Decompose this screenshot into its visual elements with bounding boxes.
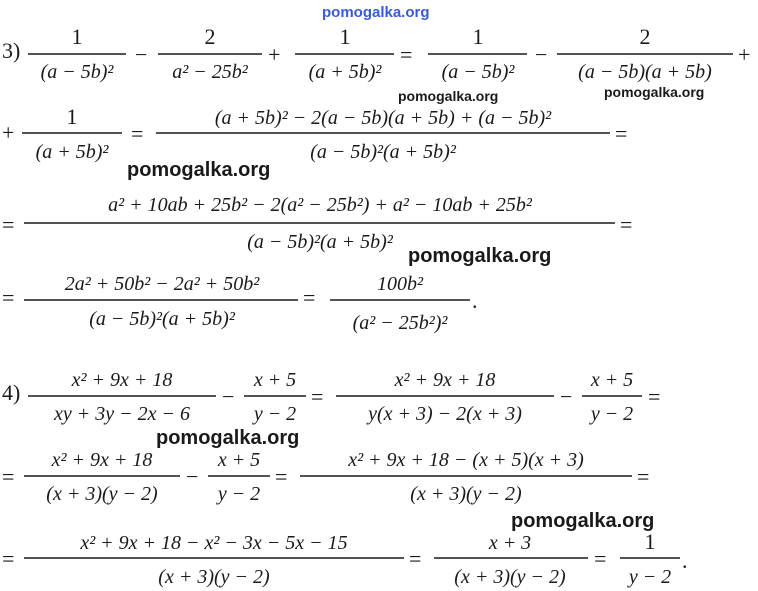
p4-l2-fraction-2: [208, 449, 270, 505]
p4-l2-f3-denominator: (x + 3)(y − 2): [410, 483, 522, 505]
p3-l4-fraction-1: [24, 273, 298, 330]
p4-l2-f1-numerator: x² + 9x + 18: [51, 449, 153, 471]
p4-l1-f1-denominator: xy + 3y − 2x − 6: [54, 403, 190, 425]
operator: −: [560, 384, 573, 409]
p4-l3-f1-numerator: x² + 9x + 18 − x² − 3x − 5x − 15: [80, 532, 348, 554]
p3-l4-f2-numerator: 100b²: [377, 273, 423, 295]
p3-l1-f4-numerator: 1: [472, 24, 484, 49]
p4-l1-f3-numerator: x² + 9x + 18: [394, 369, 496, 391]
p4-l2-f2-numerator: x + 5: [217, 449, 261, 471]
p4-l1-fraction-2: [244, 369, 306, 425]
p3-l4-f1-numerator: 2a² + 50b² − 2a² + 50b²: [64, 273, 260, 295]
p4-l2-f3-numerator: x² + 9x + 18 − (x + 5)(x + 3): [348, 449, 584, 471]
operator: −: [222, 384, 235, 409]
equals-sign: =: [409, 546, 422, 571]
equals-sign: =: [648, 384, 661, 409]
operator: +: [2, 120, 15, 145]
equals-sign: =: [2, 464, 15, 489]
p3-l2-fraction-2: [156, 107, 610, 163]
equals-sign: =: [594, 546, 607, 571]
problem-3-label: 3): [2, 38, 21, 63]
operator: −: [135, 42, 148, 67]
p4-l3-fraction-3: [620, 529, 680, 588]
watermark: pomogalka.org: [604, 84, 705, 100]
p4-l1-f2-denominator: y − 2: [253, 403, 297, 425]
p4-l3-f3-denominator: y − 2: [628, 566, 672, 588]
equals-sign: =: [2, 546, 15, 571]
p4-l3-fraction-2: [434, 532, 588, 588]
p3-l3-numerator: a² + 10ab + 25b² − 2(a² − 25b²) + a² − 10ab + 25b²: [108, 194, 532, 216]
equals-sign: =: [2, 212, 15, 237]
period: .: [472, 288, 478, 313]
operator: +: [268, 42, 281, 67]
operator: −: [535, 42, 548, 67]
equals-sign: =: [2, 285, 15, 310]
watermark: pomogalka.org: [127, 159, 271, 181]
p3-l1-f3-numerator: 1: [339, 24, 351, 49]
p4-l3-f1-denominator: (x + 3)(y − 2): [158, 566, 270, 588]
equals-sign: =: [303, 285, 316, 310]
p4-l2-fraction-3: [300, 449, 632, 505]
watermark: pomogalka.org: [408, 245, 552, 267]
p3-l1-f2-numerator: 2: [204, 24, 216, 49]
p4-l2-fraction-1: [24, 449, 180, 505]
p3-l1-f3-denominator: (a + 5b)²: [308, 61, 382, 83]
p3-l3-denominator: (a − 5b)²(a + 5b)²: [247, 231, 393, 253]
equals-sign: =: [275, 464, 288, 489]
operator: +: [738, 42, 751, 67]
p3-l4-fraction-2: [330, 273, 470, 334]
p4-l2-f2-denominator: y − 2: [217, 483, 261, 505]
watermark: pomogalka.org: [398, 88, 499, 104]
p4-l1-fraction-4: [582, 369, 642, 425]
equals-sign: =: [620, 212, 633, 237]
p3-l1-f4-denominator: (a − 5b)²: [441, 61, 515, 83]
p4-l1-f1-numerator: x² + 9x + 18: [71, 369, 173, 391]
p3-l4-f2-denominator: (a² − 25b²)²: [352, 312, 448, 334]
p3-l1-fraction-3: [295, 24, 394, 83]
p3-l2-f1-numerator: 1: [66, 104, 78, 129]
problem-4-label: 4): [2, 380, 21, 405]
p3-l1-f2-denominator: a² − 25b²: [172, 61, 248, 83]
watermark: pomogalka.org: [156, 427, 300, 449]
p4-l1-f4-denominator: y − 2: [590, 403, 634, 425]
equals-sign: =: [615, 121, 628, 146]
p3-l1-f5-denominator: (a − 5b)(a + 5b): [578, 61, 712, 83]
p3-l1-f1-numerator: 1: [71, 24, 83, 49]
p4-l3-f3-numerator: 1: [644, 529, 656, 554]
p4-l1-fraction-3: [336, 369, 554, 425]
equals-sign: =: [311, 384, 324, 409]
p3-l1-fraction-4: [428, 24, 527, 83]
p4-l3-f2-denominator: (x + 3)(y − 2): [454, 566, 566, 588]
p3-l1-f5-numerator: 2: [639, 24, 651, 49]
p3-l1-fraction-1: [28, 24, 126, 83]
p3-l2-f2-numerator: (a + 5b)² − 2(a − 5b)(a + 5b) + (a − 5b)²: [214, 107, 552, 129]
watermark-top: pomogalka.org: [322, 4, 430, 21]
p3-l1-fraction-2: [158, 24, 262, 83]
p3-l1-f1-denominator: (a − 5b)²: [40, 61, 114, 83]
equals-sign: =: [400, 42, 413, 67]
equals-sign: =: [131, 121, 144, 146]
p4-l3-f2-numerator: x + 3: [488, 532, 532, 554]
p3-l1-fraction-5: [557, 24, 733, 83]
watermark: pomogalka.org: [511, 510, 655, 532]
equals-sign: =: [637, 464, 650, 489]
p3-l2-fraction-1: [22, 104, 122, 163]
p3-l2-f1-denominator: (a + 5b)²: [35, 141, 109, 163]
p3-l2-f2-denominator: (a − 5b)²(a + 5b)²: [310, 141, 456, 163]
p4-l1-f3-denominator: y(x + 3) − 2(x + 3): [368, 403, 522, 425]
operator: −: [186, 464, 199, 489]
p4-l1-fraction-1: [28, 369, 216, 425]
p4-l1-f2-numerator: x + 5: [253, 369, 297, 391]
period: .: [682, 548, 688, 573]
p3-l4-f1-denominator: (a − 5b)²(a + 5b)²: [89, 308, 235, 330]
p4-l2-f1-denominator: (x + 3)(y − 2): [46, 483, 158, 505]
p4-l3-fraction-1: [24, 532, 404, 588]
p4-l1-f4-numerator: x + 5: [590, 369, 634, 391]
